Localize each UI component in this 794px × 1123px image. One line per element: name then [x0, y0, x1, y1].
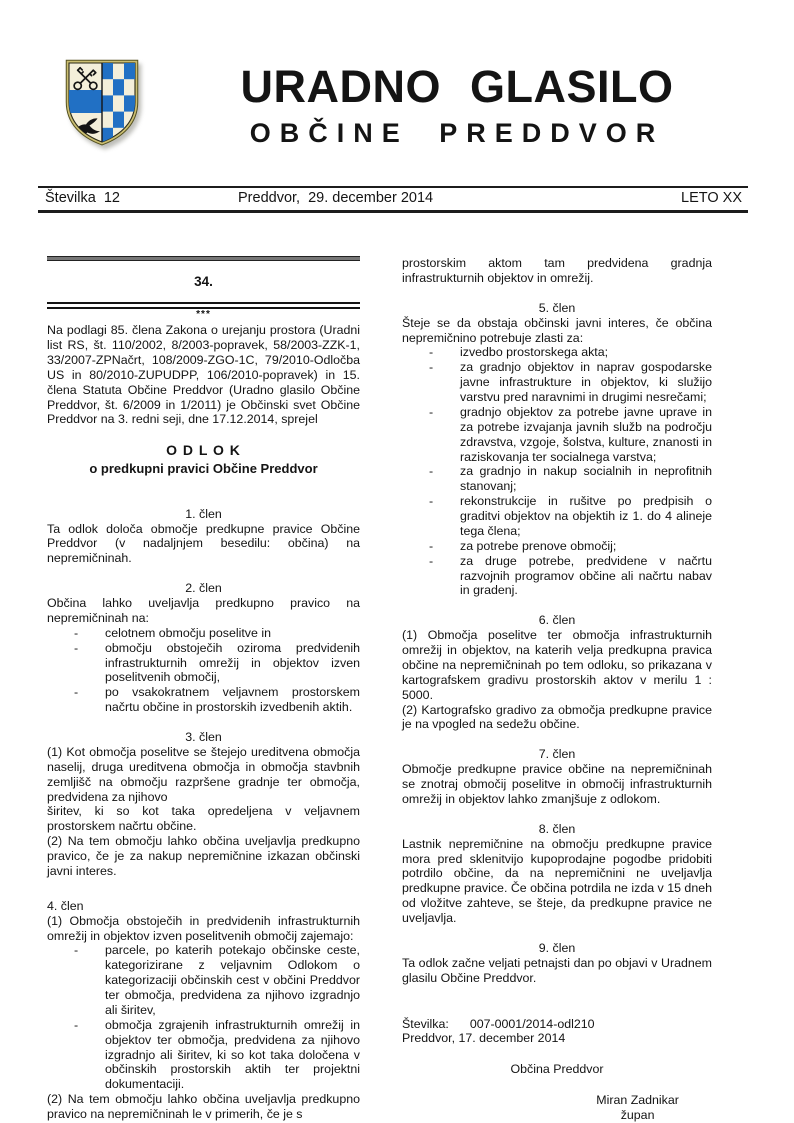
list-dash: - [74, 1017, 79, 1032]
list-dash: - [429, 345, 434, 360]
checker-cell [113, 112, 124, 128]
list-item [47, 626, 360, 641]
list-item [402, 539, 712, 554]
article-rule-bottom [47, 302, 360, 309]
list-item [402, 464, 712, 494]
list-text: območja zgrajenih infrastrukturnih omrežij in objektov ter območja, predvidena za njihovo izgradnjo ali širitev, ki so kot taka določena v občinskih prostorskih aktih ter projektni dokumentaciji. [105, 1017, 360, 1092]
signer-block [563, 1093, 712, 1123]
municipal-crest [38, 56, 166, 153]
list-text: za gradnjo in nakup socialnih in neprofitnih stanovanj; [460, 464, 712, 494]
signer-name: Miran Zadnikar [596, 1093, 679, 1108]
checker-cell [124, 95, 135, 111]
list-item [402, 554, 712, 599]
place-date-line: Preddvor, 17. december 2014 [402, 1031, 566, 1046]
list-dash: - [74, 640, 79, 655]
content-columns [47, 256, 794, 1123]
intro-paragraph: Na podlagi 85. člena Zakona o urejanju prostora (Uradni list RS, št. 110/2002, 8/2003-popravek, 58/2003-ZZK-1, 33/2007-ZPNačrt, 108/2009-ZGO-1C, 79/2010-Odločba US in 80/2010-ZUPUDPP, 106/2010-popravek) in 15. člena Statuta Občine Preddvor (Uradno glasilo Občine Preddvor, št. 6/2009 in 1/2011) je Občinski svet Občine Preddvor na 3. redni seji, dne 17.12.2014, sprejel [47, 323, 360, 427]
list-item [47, 943, 360, 1017]
masthead-titles [166, 56, 748, 149]
right-column [402, 256, 712, 1123]
list-text: celotnem območju poselitve in [105, 625, 271, 640]
list-text: izvedbo prostorskega akta; [460, 345, 609, 360]
municipal-crest-icon [62, 56, 142, 148]
section-2-heading: 2. člen [185, 581, 222, 596]
checker-cell [113, 79, 124, 95]
list-text: po vsakokratnem veljavnem prostorskem načrtu občine in prostorskih izvedbenih aktih. [105, 685, 360, 715]
left-column [47, 256, 360, 1123]
section-7-heading: 7. člen [538, 747, 576, 762]
section-2-paragraph: Občina lahko uveljavlja predkupno pravico na nepremičninah na: [47, 596, 360, 625]
section-4-paragraph: (2) Na tem območju lahko občina uveljavlja predkupno pravico na nepremičninah le v primerih, če je s [47, 1092, 360, 1122]
signer-title: župan [620, 1108, 655, 1122]
list-dash: - [429, 553, 434, 568]
article-number: 34. [194, 274, 213, 289]
reference-label: Številka: [402, 1016, 449, 1031]
crest-blue-band [69, 90, 102, 113]
section-9-paragraph: Ta odlok začne veljati petnajsti dan po objavi v Uradnem glasilu Občine Preddvor. [402, 955, 712, 985]
checker-cell [102, 95, 113, 111]
section-4-paragraph: (1) Območja obstoječih in predvidenih infrastrukturnih omrežij in objektov izven poselitvenih območij zajemajo: [47, 913, 360, 943]
issue-year: LETO XX [681, 190, 742, 206]
list-dash: - [74, 943, 79, 958]
stars-separator: *** [196, 309, 211, 321]
gazette-title: URADNO GLASILO [240, 61, 674, 112]
list-dash: - [429, 494, 434, 509]
list-item [402, 494, 712, 539]
list-dash: - [74, 685, 79, 700]
list-dash: - [74, 625, 79, 640]
section-9-heading: 9. člen [538, 940, 576, 955]
list-text: gradnjo objektov za potrebe javne uprave in za potrebe izvajanja javnih služb na področju zdravstva, vzgoje, šolstva, kulture, znanosti in raziskovanja ter socialnega varstva; [460, 404, 712, 464]
section-5-heading: 5. člen [538, 300, 576, 315]
decree-subtitle: o predkupni pravici Občine Preddvor [89, 461, 318, 477]
section-6-paragraph: (2) Kartografsko gradivo za območja predkupne pravice je na vpogled na sedežu občine. [402, 702, 712, 732]
list-item [402, 345, 712, 360]
list-item [47, 685, 360, 715]
reference-number-row [402, 1017, 712, 1032]
list-item [402, 360, 712, 405]
section-3-heading: 3. člen [185, 730, 222, 745]
gazette-subtitle: OBČINE PREDDVOR [249, 118, 665, 148]
section-6-heading: 6. člen [538, 613, 576, 628]
list-dash: - [429, 538, 434, 553]
masthead [0, 0, 794, 153]
list-text: za gradnjo objektov in naprav gospodarske javne infrastrukture in objektov, ki služijo varstvu pred naravnimi in drugimi nesrečami; [460, 360, 712, 404]
issue-number: Številka 12 [45, 190, 120, 206]
section-3-paragraph: (1) Kot območja poselitve se štejejo ureditvena območja naselij, druga ureditvena območja in območja stavbnih zemljišč na območju razpršene gradnje ter območja, predvidena za njihovo [47, 744, 360, 804]
list-dash: - [429, 464, 434, 479]
list-text: parcele, po katerih potekajo občinske ceste, kategorizirane z veljavnim Odlokom o kategorizaciji občinskih cest v občini Preddvor ter območja, predvidena za njihovo izgradnjo ali širitev, [105, 943, 360, 1017]
section-8-heading: 8. člen [538, 821, 576, 836]
issue-date: Preddvor, 29. december 2014 [238, 190, 434, 206]
list-dash: - [429, 404, 434, 419]
list-item [47, 1018, 360, 1092]
list-text: rekonstrukcije in rušitve po predpisih o graditvi objektov na objektih iz 1. do 4 alineje tega člena; [460, 494, 712, 538]
list-dash: - [429, 360, 434, 375]
section-3-paragraph: (2) Na tem območju lahko občina uveljavlja predkupno pravico, če je za nakup nepremičnine izkazan občinski javni interes. [47, 834, 360, 878]
section-1-paragraph: Ta odlok določa območje predkupne pravice Občine Preddvor (v nadaljnjem besedilu: občina) na nepremičninah. [47, 521, 360, 566]
section-5-paragraph: Šteje se da obstaja občinski javni interes, če občina nepremičnino potrebuje zlasti za: [402, 315, 712, 345]
list-item [402, 405, 712, 465]
section-7-paragraph: Območje predkupne pravice občine na nepremičninah se znotraj območij poselitve in območij infrastrukturnih omrežij in objektov lahko zmanjšuje z odlokom. [402, 762, 712, 806]
section-6-paragraph: (1) Območja poselitve ter območja infrastrukturnih omrežij in objektov, na katerih velja predkupna pravica občine na nepremičninah po tem odloku, so prikazana v kartografskem gradivu prostorskih aktov v merilu 1 : 5000. [402, 628, 712, 702]
section-1-heading: 1. člen [185, 506, 222, 521]
organization-name: Občina Preddvor [510, 1062, 604, 1077]
section-8-paragraph: Lastnik nepremičnine na območju predkupne pravice mora pred sklenitvijo kupoprodajne pogodbe pridobiti potrdilo občine, da na nepremičnini ne uveljavlja predkupne pravice. Če občina potrdila ne izda v 15 dneh od vložitve zahteve, se šteje, da predkupne pravice ne uveljavlja. [402, 836, 712, 925]
list-text: območju obstoječih oziroma predvidenih infrastrukturnih omrežij in objektov izven poselitvenih območij, [105, 640, 360, 685]
checker-cell [102, 63, 113, 79]
list-text: za druge potrebe, predvidene v načrtu razvojnih programov občine ali načrtu nabav in gradenj. [460, 553, 712, 598]
decree-title-block [47, 442, 360, 476]
decree-title: O D L O K [166, 442, 241, 459]
reference-value: 007-0001/2014-odl210 [469, 1016, 595, 1031]
section-3-paragraph: širitev, ki so kot taka opredeljena v veljavnem prostorskem načrtu občine. [47, 804, 360, 834]
issue-info-bar [38, 186, 748, 213]
list-text: za potrebe prenove območij; [460, 538, 617, 553]
section-4-continuation: prostorskim aktom tam predvidena gradnja infrastrukturnih objektov in omrežij. [402, 256, 712, 285]
list-item [47, 641, 360, 686]
section-4-heading: 4. člen [47, 898, 84, 913]
checker-cell [124, 63, 135, 79]
